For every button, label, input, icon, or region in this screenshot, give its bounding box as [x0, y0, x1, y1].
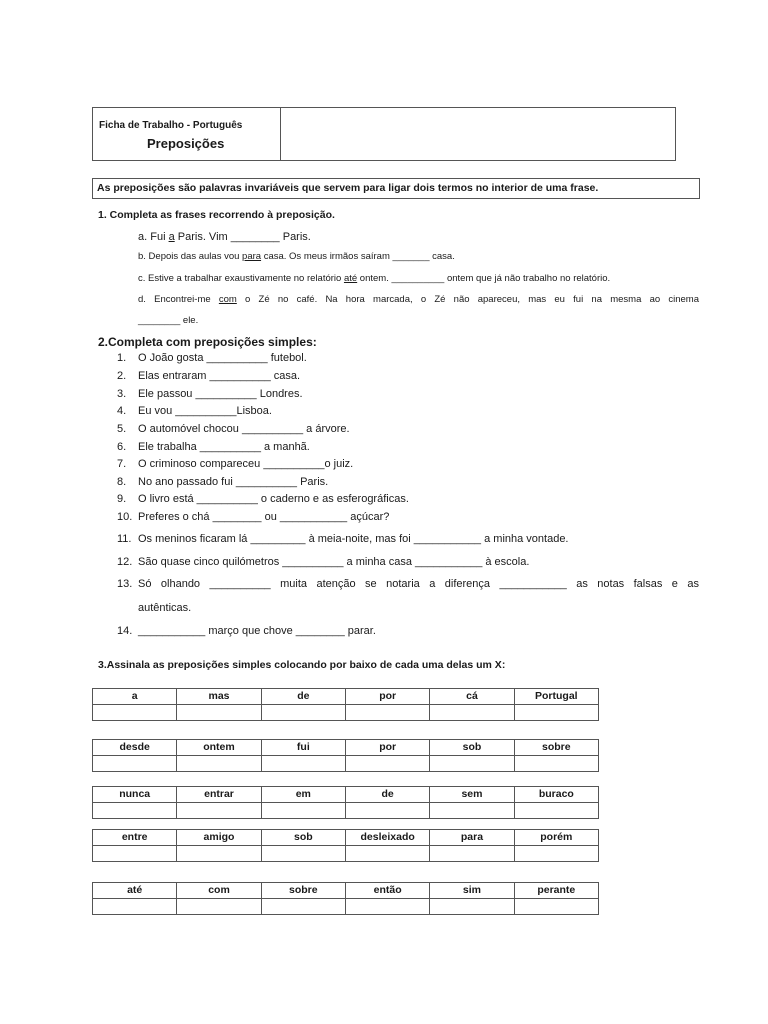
word-cell: até: [93, 883, 177, 899]
answer-cell[interactable]: [345, 756, 429, 772]
answer-cell[interactable]: [345, 803, 429, 819]
q2-item-text-cont: autênticas.: [138, 602, 192, 614]
prepositions-table: [92, 688, 599, 721]
word-cell: buraco: [514, 787, 598, 803]
question-2-title: 2.Completa com preposições simples:: [98, 335, 317, 349]
answer-cell[interactable]: [261, 756, 345, 772]
answer-cell[interactable]: [345, 705, 429, 721]
word-cell: cá: [430, 689, 514, 705]
word-cell: sim: [430, 883, 514, 899]
header-left-cell: [93, 108, 281, 160]
q2-item-number: 6.: [117, 441, 127, 453]
q1-a-pre: a. Fui: [138, 231, 169, 243]
q2-item-text: Preferes o chá ________ ou ___________ açúcar?: [138, 511, 390, 523]
intro-definition: As preposições são palavras invariáveis que servem para ligar dois termos no interior de uma frase.: [92, 178, 700, 199]
answer-cell[interactable]: [93, 846, 177, 862]
word-cell: para: [430, 830, 514, 846]
answer-cell[interactable]: [514, 756, 598, 772]
word-row: [93, 787, 599, 803]
q1-sentence-b: [138, 251, 455, 262]
answer-cell[interactable]: [430, 803, 514, 819]
word-cell: de: [261, 689, 345, 705]
q2-item-number: 10.: [117, 511, 133, 523]
answer-cell[interactable]: [430, 899, 514, 915]
answer-cell[interactable]: [177, 756, 261, 772]
q2-item-number: 8.: [117, 476, 127, 488]
answer-cell[interactable]: [261, 705, 345, 721]
q2-item-text: No ano passado fui __________ Paris.: [138, 476, 329, 488]
q2-item-text: Ele trabalha __________ a manhã.: [138, 441, 310, 453]
word-cell: fui: [261, 740, 345, 756]
word-cell: sob: [261, 830, 345, 846]
word-cell: de: [345, 787, 429, 803]
q2-item-text: Ele passou __________ Londres.: [138, 388, 303, 400]
answer-cell[interactable]: [430, 705, 514, 721]
answer-row: [93, 803, 599, 819]
word-row: [93, 830, 599, 846]
q1-b-post: casa. Os meus irmãos saíram _______ casa.: [261, 251, 455, 262]
word-cell: a: [93, 689, 177, 705]
answer-cell[interactable]: [345, 899, 429, 915]
word-cell: desleixado: [345, 830, 429, 846]
q2-item-number: 14.: [117, 625, 133, 637]
answer-cell[interactable]: [93, 756, 177, 772]
answer-cell[interactable]: [177, 705, 261, 721]
answer-cell[interactable]: [177, 899, 261, 915]
word-cell: nunca: [93, 787, 177, 803]
q2-item-text: O livro está __________ o caderno e as esferográficas.: [138, 493, 409, 505]
answer-cell[interactable]: [261, 846, 345, 862]
q2-item-number: 1.: [117, 352, 127, 364]
answer-cell[interactable]: [93, 803, 177, 819]
q2-item-text: O automóvel chocou __________ a árvore.: [138, 423, 350, 435]
answer-cell[interactable]: [514, 846, 598, 862]
word-cell: sobre: [514, 740, 598, 756]
q2-item-text: ___________ março que chove ________ parar.: [138, 625, 376, 637]
word-cell: ontem: [177, 740, 261, 756]
word-row: [93, 740, 599, 756]
prepositions-table: [92, 829, 599, 862]
answer-cell[interactable]: [514, 803, 598, 819]
question-1-title: 1. Completa as frases recorrendo à preposição.: [98, 209, 335, 221]
word-cell: por: [345, 689, 429, 705]
answer-row: [93, 705, 599, 721]
q1-sentence-d-cont: ________ ele.: [138, 315, 199, 326]
answer-row: [93, 899, 599, 915]
answer-cell[interactable]: [345, 846, 429, 862]
q1-b-pre: b. Depois das aulas vou: [138, 251, 243, 262]
word-cell: perante: [514, 883, 598, 899]
word-cell: entrar: [177, 787, 261, 803]
answer-cell[interactable]: [93, 899, 177, 915]
worksheet-title: Preposições: [147, 136, 225, 151]
q2-item-number: 9.: [117, 493, 127, 505]
q2-item-text: Elas entraram __________ casa.: [138, 370, 301, 382]
answer-cell[interactable]: [261, 899, 345, 915]
word-row: [93, 689, 599, 705]
q1-sentence-a: [138, 231, 311, 243]
q2-item-text: Eu vou __________Lisboa.: [138, 405, 272, 417]
word-cell: entre: [93, 830, 177, 846]
q1-d-pre: d. Encontrei-me: [138, 294, 219, 305]
answer-row: [93, 756, 599, 772]
answer-cell[interactable]: [177, 803, 261, 819]
q2-item-number: 13.: [117, 578, 133, 590]
q1-c-post: ontem. __________ ontem que já não trabalho no relatório.: [357, 273, 611, 284]
q2-item-text: O João gosta __________ futebol.: [138, 352, 307, 364]
q2-item-number: 5.: [117, 423, 127, 435]
word-cell: desde: [93, 740, 177, 756]
word-cell: Portugal: [514, 689, 598, 705]
answer-row: [93, 846, 599, 862]
word-cell: mas: [177, 689, 261, 705]
word-cell: sob: [430, 740, 514, 756]
word-cell: sem: [430, 787, 514, 803]
word-cell: sobre: [261, 883, 345, 899]
q1-c-pre: c. Estive a trabalhar exaustivamente no relatório: [138, 273, 344, 284]
answer-cell[interactable]: [430, 756, 514, 772]
q2-item-number: 12.: [117, 556, 133, 568]
q1-b-prep: para: [242, 251, 262, 262]
q2-item-number: 7.: [117, 458, 127, 470]
answer-cell[interactable]: [261, 803, 345, 819]
q1-c-prep: até: [343, 273, 358, 284]
q2-item-number: 2.: [117, 370, 127, 382]
answer-cell[interactable]: [514, 899, 598, 915]
q2-item-text: Os meninos ficaram lá _________ à meia-noite, mas foi ___________ a minha vontade.: [138, 533, 569, 545]
worksheet-header: [92, 107, 676, 161]
q2-item-text: O criminoso compareceu __________o juiz.: [138, 458, 354, 470]
answer-cell[interactable]: [177, 846, 261, 862]
prepositions-table: [92, 786, 599, 819]
q1-a-post: Paris. Vim ________ Paris.: [174, 231, 311, 243]
word-cell: amigo: [177, 830, 261, 846]
q1-a-prep: a: [168, 231, 175, 243]
word-cell: em: [261, 787, 345, 803]
header-right-cell: [281, 108, 675, 160]
q1-d-prep: com: [218, 294, 237, 305]
word-cell: porém: [514, 830, 598, 846]
q2-item-number: 3.: [117, 388, 127, 400]
q2-item-text: São quase cinco quilómetros __________ a minha casa ___________ à escola.: [138, 556, 530, 568]
answer-cell[interactable]: [514, 705, 598, 721]
word-row: [93, 883, 599, 899]
q1-d-post: o Zé no café. Na hora marcada, o Zé não apareceu, mas eu fui na mesma ao cinema: [236, 294, 699, 305]
q2-item-number: 11.: [117, 533, 132, 545]
prepositions-table: [92, 739, 599, 772]
q1-sentence-d: [138, 294, 699, 305]
question-3-title: 3.Assinala as preposições simples colocando por baixo de cada uma delas um X:: [98, 659, 506, 671]
q2-item-number: 4.: [117, 405, 127, 417]
q2-item-text: Só olhando __________ muita atenção se notaria a diferença ___________ as notas falsas e as: [138, 578, 699, 590]
q1-sentence-c: [138, 273, 610, 284]
answer-cell[interactable]: [93, 705, 177, 721]
worksheet-subtitle: Ficha de Trabalho - Português: [99, 120, 243, 131]
prepositions-table: [92, 882, 599, 915]
word-cell: por: [345, 740, 429, 756]
word-cell: com: [177, 883, 261, 899]
answer-cell[interactable]: [430, 846, 514, 862]
word-cell: então: [345, 883, 429, 899]
